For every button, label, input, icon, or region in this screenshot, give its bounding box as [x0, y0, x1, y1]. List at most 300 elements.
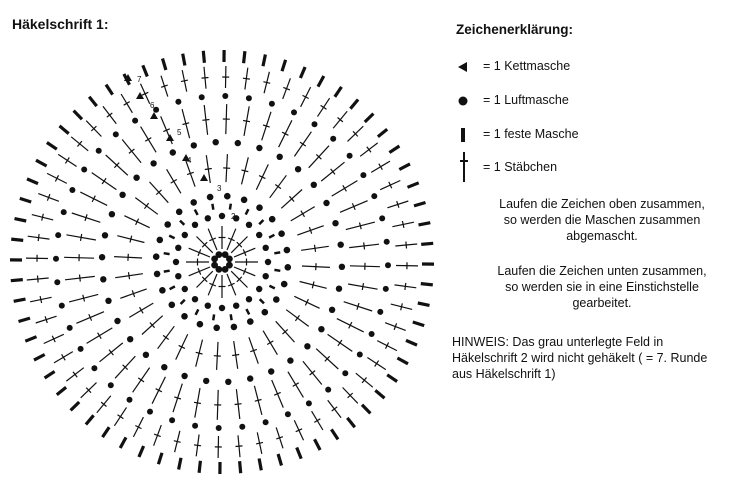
chain-stitch-dot [133, 175, 139, 181]
legend-label: = 1 Stäbchen [483, 160, 558, 174]
chain-stitch-dot [304, 343, 310, 349]
chain-stitch-dot [226, 256, 233, 263]
chain-stitch-dot [256, 145, 262, 151]
chain-stitch-dot [113, 131, 119, 137]
chain-stitch-dot [105, 298, 111, 304]
chain-stitch-dot [291, 109, 297, 115]
chart-rings [10, 50, 434, 474]
legend-item-kettmasche [456, 56, 736, 78]
single-crochet-bar [34, 355, 45, 361]
double-crochet-crossbar [364, 242, 365, 249]
chain-stitch-dot [175, 99, 181, 105]
chain-stitch-dot [329, 307, 335, 313]
double-crochet-crossbar [256, 442, 263, 444]
chain-stitch-dot [192, 222, 198, 228]
chain-stitch-dot [81, 167, 87, 173]
slip-stitch-marker [150, 112, 158, 119]
single-crochet-bar [350, 100, 358, 109]
single-crochet-bar [74, 111, 82, 120]
double-crochet-crossbar [301, 211, 305, 217]
chain-stitch-dot [342, 370, 348, 376]
single-crochet-bar [11, 280, 23, 281]
single-crochet-bar [57, 387, 66, 395]
legend-title: Zeichenerklärung: [456, 22, 574, 37]
chain-stitch-dot [225, 379, 231, 385]
chain-stitch-dot [108, 382, 114, 388]
single-crochet-bar [269, 286, 274, 289]
single-crochet-bar [139, 446, 144, 457]
chain-stitch-dot [102, 232, 108, 238]
chain-stitch-dot [173, 259, 179, 265]
chain-stitch-dot [114, 318, 120, 324]
double-crochet-crossbar [362, 283, 363, 290]
single-crochet-bar [230, 204, 231, 210]
chain-stitch-dot [222, 93, 228, 99]
double-crochet-crossbar [267, 341, 273, 345]
double-crochet-crossbar [360, 223, 362, 230]
chain-stitch-dot [336, 286, 342, 292]
single-crochet-bar [103, 427, 110, 437]
single-crochet-bar [47, 143, 57, 150]
chain-stitch-dot [224, 193, 231, 200]
double-crochet-crossbar [402, 221, 404, 228]
chain-stitch-dot [273, 296, 280, 303]
chain-stitch-dot [285, 411, 291, 417]
double-crochet-crossbar [236, 446, 243, 447]
chain-stitch-dot [199, 94, 205, 100]
double-crochet-crossbar [81, 234, 82, 241]
chain-stitch-dot [263, 245, 269, 251]
note-line: aus Häkelschrift 1) [452, 367, 556, 381]
single-crochet-bar [263, 55, 265, 67]
luftmasche-dot-icon [456, 90, 476, 112]
crochet-chart [0, 40, 460, 488]
single-crochet-bar [45, 371, 55, 378]
chain-stitch-dot [192, 296, 198, 302]
single-crochet-bar [418, 303, 430, 305]
single-crochet-bar [231, 314, 232, 320]
page-title: Häkelschrift 1: [12, 16, 109, 32]
single-crochet-bar [421, 243, 433, 244]
chain-stitch-dot [109, 211, 115, 217]
chain-stitch-dot [119, 192, 125, 198]
chain-stitch-dot [175, 245, 181, 251]
single-crochet-bar [158, 453, 162, 464]
double-crochet-crossbar [129, 272, 130, 279]
chain-stitch-dot [216, 425, 222, 431]
chain-stitch-dot [175, 273, 181, 279]
chain-stitch-dot [150, 160, 156, 166]
chain-stitch-dot [143, 352, 149, 358]
chain-stitch-dot [205, 303, 211, 309]
round-labels [137, 75, 236, 221]
chain-stitch-dot [287, 357, 293, 363]
single-crochet-bar [421, 284, 433, 285]
round-number-label: 6 [150, 101, 155, 110]
chain-stitch-dot [207, 194, 214, 201]
double-crochet-crossbar [293, 383, 299, 387]
double-crochet-crossbar [401, 303, 403, 310]
note-line: so werden sie in eine Einstichstelle [505, 280, 699, 294]
kettmasche-triangle-icon [456, 56, 476, 78]
chain-stitch-dot [278, 230, 285, 237]
chain-stitch-dot [262, 309, 269, 316]
single-crochet-bar [15, 219, 27, 221]
single-crochet-bar [25, 337, 36, 342]
double-crochet-crossbar [314, 419, 320, 423]
chain-stitch-dot [181, 313, 188, 320]
chain-stitch-dot [369, 331, 375, 337]
double-crochet-crossbar [242, 170, 249, 172]
double-crochet-crossbar [343, 185, 347, 191]
slip-stitch-marker [166, 134, 174, 141]
note-line: Häkelschrift 2 wird nicht gehäkelt ( = 7. Runde [452, 351, 708, 365]
single-crochet-bar [378, 129, 387, 137]
single-crochet-bar [408, 183, 419, 188]
double-crochet-crossbar [62, 354, 66, 360]
double-crochet-crossbar [338, 340, 342, 346]
single-crochet-bar [269, 235, 274, 238]
note-top-join [482, 196, 722, 244]
chain-stitch-dot [213, 139, 219, 145]
double-crochet-crossbar [235, 404, 242, 405]
chain-stitch-dot [246, 222, 252, 228]
chain-stitch-dot [205, 215, 211, 221]
note-bottom-join [482, 263, 722, 311]
note-line: gearbeitet. [572, 296, 632, 310]
double-crochet-crossbar [275, 185, 281, 189]
single-crochet-bar [169, 236, 174, 239]
double-crochet-crossbar [171, 180, 177, 184]
chain-stitch-dot [190, 199, 197, 206]
double-crochet-crossbar [300, 142, 306, 146]
double-crochet-crossbar [202, 78, 209, 79]
single-crochet-bar [19, 318, 31, 321]
double-crochet-crossbar [65, 158, 69, 164]
single-crochet-bar [199, 461, 200, 473]
chain-stitch-dot [360, 172, 366, 178]
chain-stitch-dot [379, 215, 385, 221]
double-crochet-crossbar [263, 82, 270, 84]
chain-stitch-dot [269, 216, 276, 223]
single-crochet-bar [60, 126, 69, 134]
chain-stitch-dot [216, 251, 223, 258]
double-crochet-crossbar [80, 275, 81, 282]
chain-stitch-dot [127, 336, 133, 342]
chain-stitch-dot [312, 121, 318, 127]
chain-stitch-dot [377, 309, 383, 315]
double-crochet-crossbar [315, 245, 316, 252]
single-crochet-bar [406, 340, 417, 345]
note-line: so werden die Maschen zusammen [503, 213, 701, 227]
double-crochet-crossbar [83, 295, 85, 302]
note-line: HINWEIS: Das grau unterlegte Feld in [452, 335, 664, 349]
chain-stitch-dot [54, 279, 60, 285]
single-crochet-bar [399, 164, 410, 170]
single-crochet-bar [318, 76, 324, 87]
single-crochet-bar [414, 203, 426, 206]
round-number-label: 7 [137, 75, 142, 84]
chain-stitch-dot [256, 232, 262, 238]
single-crochet-bar [86, 415, 94, 424]
double-crochet-crossbar [183, 123, 190, 125]
staebchen-cross-icon [456, 150, 476, 184]
chain-stitch-dot [164, 221, 171, 228]
chain-stitch-dot [222, 266, 229, 273]
double-crochet-crossbar [255, 400, 262, 402]
double-crochet-crossbar [196, 352, 203, 354]
chain-stitch-dot [246, 95, 252, 101]
chain-stitch-dot [159, 287, 166, 294]
single-crochet-bar [106, 85, 113, 95]
chain-stitch-dot [191, 142, 197, 148]
double-crochet-crossbar [174, 441, 181, 443]
single-crochet-bar [375, 390, 384, 398]
chain-stitch-dot [256, 204, 263, 211]
chain-stitch-dot [231, 324, 238, 331]
single-crochet-bar [259, 459, 261, 471]
single-crochet-bar [181, 300, 185, 304]
chain-stitch-dot [371, 193, 377, 199]
chain-stitch-dot [277, 154, 283, 160]
note-line: Laufen die Zeichen oben zusammen, [499, 197, 705, 211]
feste-masche-bar-icon [456, 124, 476, 146]
single-crochet-bar [274, 270, 280, 271]
chain-stitch-dot [169, 302, 176, 309]
round-number-label: 2 [231, 212, 236, 221]
double-crochet-crossbar [243, 121, 250, 122]
double-crochet-crossbar [40, 296, 42, 303]
single-crochet-bar [246, 309, 249, 314]
round-number-label: 3 [217, 184, 222, 193]
single-crochet-bar [213, 314, 214, 320]
double-crochet-crossbar [130, 236, 132, 243]
single-crochet-bar [387, 375, 397, 382]
double-crochet-crossbar [124, 102, 130, 106]
double-crochet-crossbar [181, 80, 188, 82]
single-crochet-bar [27, 179, 38, 184]
chain-stitch-dot [263, 273, 269, 279]
single-crochet-bar [260, 299, 264, 303]
single-crochet-bar [164, 253, 170, 254]
chain-stitch-dot [268, 368, 274, 374]
single-crochet-bar [163, 59, 166, 71]
single-crochet-bar [419, 223, 431, 225]
chain-stitch-dot [78, 346, 84, 352]
single-crochet-bar [20, 198, 31, 202]
chain-stitch-dot [169, 417, 175, 423]
single-crochet-bar [11, 239, 23, 240]
chain-stitch-dot [256, 286, 262, 292]
single-crochet-bar [413, 322, 424, 326]
double-crochet-crossbar [38, 234, 39, 241]
single-crochet-bar [195, 210, 198, 215]
chain-stitch-dot [323, 200, 329, 206]
double-crochet-crossbar [145, 203, 149, 209]
chain-stitch-dot [235, 140, 241, 146]
chain-stitch-dot [203, 378, 209, 384]
chain-stitch-dot [265, 259, 271, 265]
chain-stitch-dot [127, 397, 133, 403]
chain-stitch-dot [59, 303, 65, 309]
chain-stitch-dot [347, 153, 353, 159]
chain-stitch-dot [332, 220, 338, 226]
chain-stitch-dot [100, 276, 106, 282]
double-crochet-crossbar [202, 120, 209, 121]
slip-stitch-marker [200, 174, 208, 181]
chain-stitch-dot [157, 237, 164, 244]
chain-stitch-dot [213, 325, 220, 332]
single-crochet-bar [36, 160, 47, 166]
note-hinweis [452, 334, 748, 382]
chain-stitch-dot [247, 375, 253, 381]
note-line: Laufen die Zeichen unten zusammen, [497, 264, 707, 278]
chain-stitch-dot [176, 209, 183, 216]
chain-stitch-dot [239, 424, 245, 430]
round-number-label: 5 [177, 128, 182, 137]
double-crochet-crossbar [118, 415, 124, 419]
single-crochet-bar [300, 67, 305, 78]
chain-stitch-dot [147, 409, 153, 415]
chain-stitch-dot [219, 305, 225, 311]
double-crochet-crossbar [163, 335, 169, 339]
slip-stitch-marker [136, 92, 144, 99]
single-crochet-bar [180, 221, 184, 225]
single-crochet-bar [278, 454, 281, 466]
chain-stitch-dot [311, 182, 317, 188]
chain-stitch-dot [99, 254, 105, 260]
chain-stitch-dot [339, 264, 345, 270]
chain-stitch-dot [384, 239, 390, 245]
chain-stitch-dot [338, 242, 344, 248]
single-crochet-bar [259, 220, 263, 224]
chain-stitch-dot [69, 187, 75, 193]
double-crochet-crossbar [312, 282, 314, 289]
chain-stitch-dot [55, 232, 61, 238]
double-crochet-crossbar [38, 276, 39, 283]
double-crochet-crossbar [42, 214, 44, 221]
chain-stitch-dot [197, 321, 204, 328]
single-crochet-bar [347, 418, 355, 427]
single-crochet-bar [196, 309, 199, 314]
double-crochet-crossbar [243, 78, 250, 79]
single-crochet-bar [240, 461, 241, 473]
chain-stitch-dot [61, 209, 67, 215]
chain-stitch-dot [154, 271, 161, 278]
single-crochet-bar [246, 209, 249, 214]
legend-item-staebchen [456, 150, 736, 184]
single-crochet-bar [179, 458, 181, 470]
chain-stitch-dot [96, 148, 102, 154]
chain-stitch-dot [330, 136, 336, 142]
chain-stitch-dot [357, 352, 363, 358]
chain-stitch-dot [281, 281, 288, 288]
chain-stitch-dot [161, 364, 167, 370]
single-crochet-bar [14, 299, 26, 301]
double-crochet-crossbar [98, 333, 102, 339]
legend-label: = 1 Luftmasche [483, 93, 569, 107]
chain-stitch-dot [233, 303, 239, 309]
note-line: abgemascht. [566, 229, 638, 243]
chain-stitch-dot [385, 262, 391, 268]
legend-label: = 1 Kettmasche [483, 59, 571, 73]
double-crochet-crossbar [205, 169, 212, 170]
chain-stitch-dot [241, 197, 248, 204]
chain-stitch-dot [181, 373, 187, 379]
single-crochet-bar [183, 54, 185, 66]
double-crochet-crossbar [138, 378, 144, 382]
single-crochet-bar [315, 439, 321, 450]
chain-stitch-dot [285, 264, 292, 271]
single-crochet-bar [331, 429, 338, 439]
single-crochet-bar [282, 60, 286, 71]
chain-stitch-dot [263, 419, 269, 425]
chain-stitch-dot [182, 232, 188, 238]
chain-stitch-dot [295, 166, 301, 172]
chain-stitch-dot [246, 296, 252, 302]
double-crochet-crossbar [194, 402, 201, 403]
chain-stitch-dot [219, 213, 225, 219]
single-crochet-bar [71, 402, 80, 410]
single-crochet-bar [244, 51, 245, 63]
chain-stitch-dot [247, 318, 254, 325]
single-crochet-bar [203, 51, 204, 63]
chain-stitch-dot [211, 262, 218, 269]
single-crochet-bar [170, 286, 175, 289]
double-crochet-crossbar [405, 283, 406, 290]
chain-stitch-dot [284, 247, 291, 254]
chain-stitch-dot [182, 286, 188, 292]
double-crochet-crossbar [145, 138, 151, 142]
chain-stitch-dot [383, 286, 389, 292]
chain-stitch-dot [67, 325, 73, 331]
chain-stitch-dot [170, 149, 176, 155]
double-crochet-crossbar [295, 315, 299, 321]
chain-stitch-dot [318, 326, 324, 332]
double-crochet-crossbar [232, 355, 239, 356]
round-number-label: 4 [187, 156, 192, 165]
single-crochet-bar [397, 358, 408, 364]
single-crochet-bar [89, 97, 97, 106]
single-crochet-bar [365, 114, 374, 122]
single-crochet-bar [143, 65, 148, 76]
legend-item-luftmasche [456, 90, 736, 112]
chain-stitch-dot [269, 101, 275, 107]
chain-stitch-dot [192, 423, 198, 429]
single-crochet-bar [389, 146, 399, 153]
single-crochet-bar [120, 437, 126, 448]
double-crochet-crossbar [321, 105, 327, 109]
chain-stitch-dot [53, 256, 59, 262]
legend-item-feste-masche [456, 124, 736, 146]
double-crochet-crossbar [194, 445, 201, 446]
single-crochet-bar [297, 448, 302, 459]
legend-label: = 1 feste Masche [483, 127, 579, 141]
double-crochet-crossbar [379, 164, 383, 170]
double-crochet-crossbar [406, 242, 407, 249]
single-crochet-bar [274, 252, 280, 253]
chain-stitch-dot [153, 253, 160, 260]
chain-stitch-dot [306, 400, 312, 406]
chain-stitch-dot [325, 387, 331, 393]
double-crochet-crossbar [375, 361, 379, 367]
single-crochet-bar [362, 405, 370, 414]
chain-stitch-dot [91, 365, 97, 371]
double-crochet-crossbar [140, 307, 144, 313]
single-crochet-bar [164, 271, 170, 272]
chain-stitch-dot [132, 118, 138, 124]
single-crochet-bar [335, 87, 342, 97]
